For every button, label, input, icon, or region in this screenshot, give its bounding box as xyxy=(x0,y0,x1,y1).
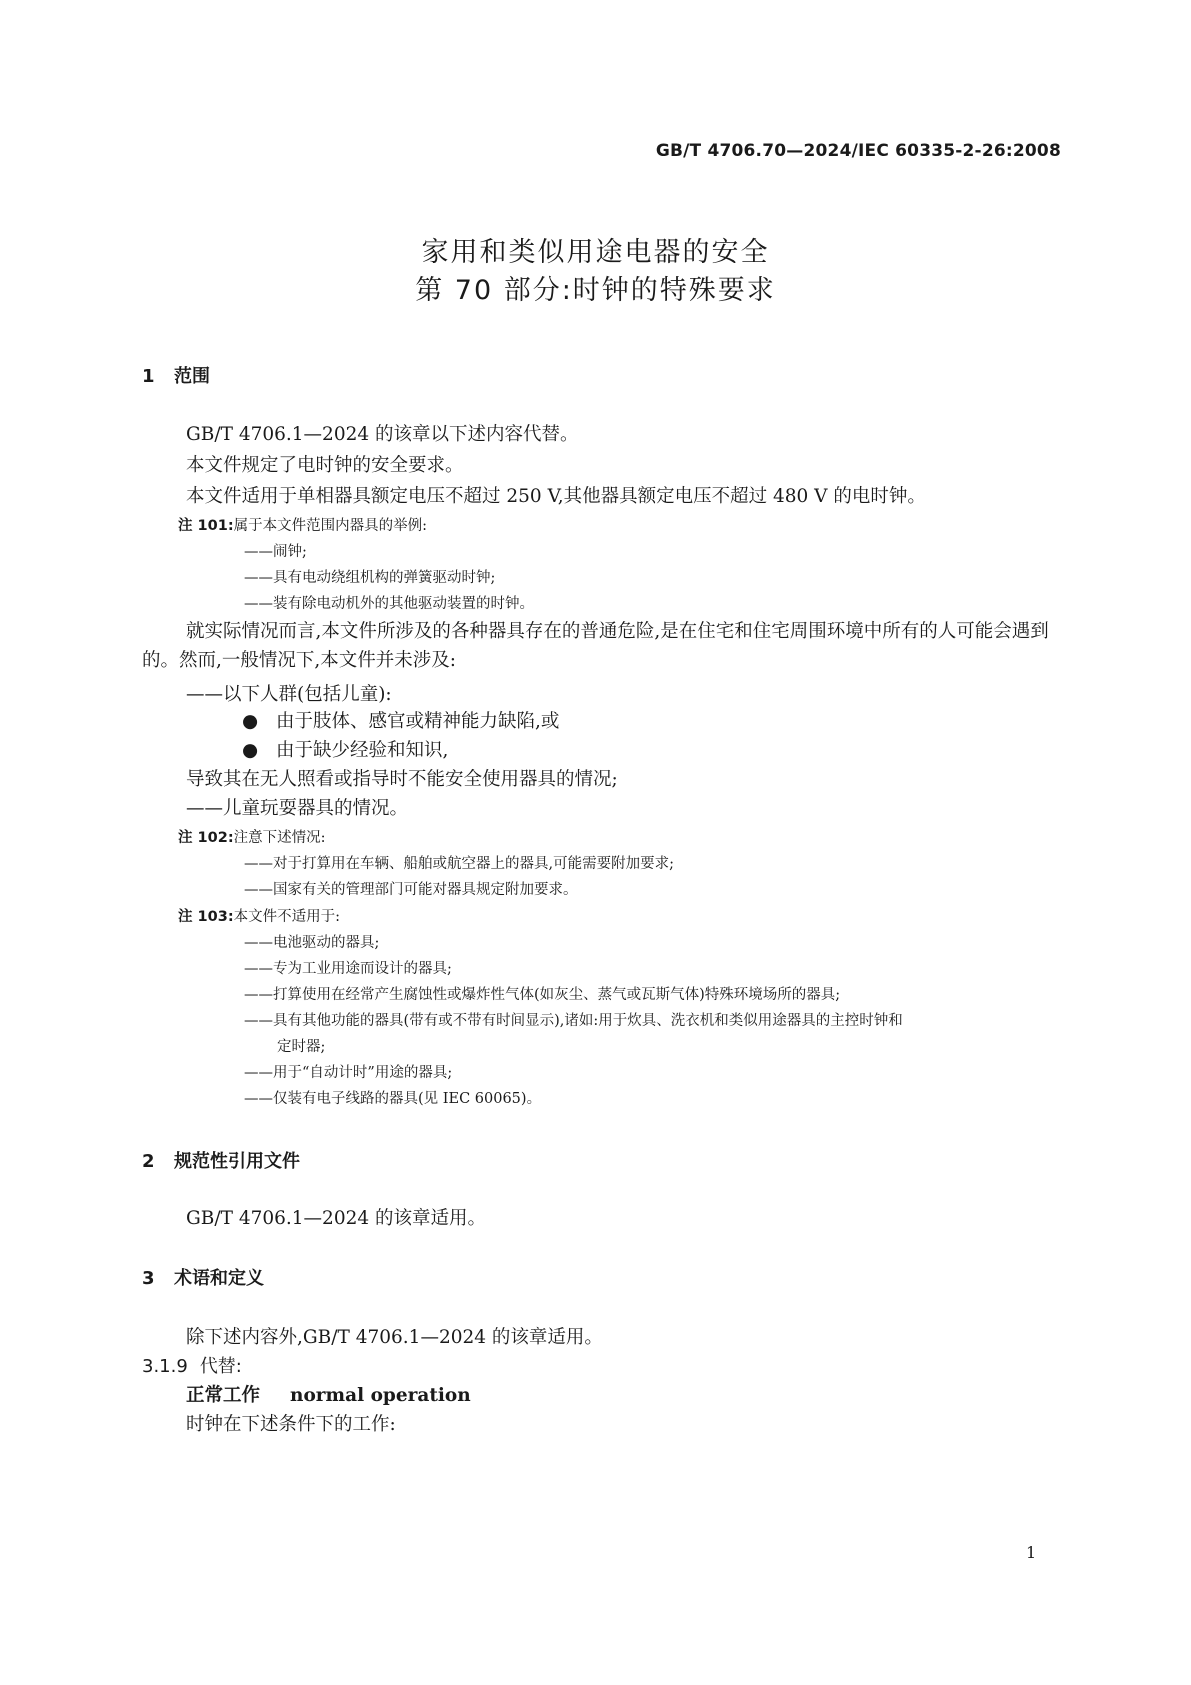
clause-text: 代替: xyxy=(199,1356,242,1377)
note-text: 本文件不适用于: xyxy=(233,909,341,925)
note-list-item: ——对于打算用在车辆、船舶或航空器上的器具,可能需要附加要求; xyxy=(244,856,674,872)
note-text: 注意下述情况: xyxy=(233,830,326,846)
paragraph: 导致其在无人照看或指导时不能安全使用器具的情况; xyxy=(186,769,618,790)
bullet-text: 由于肢体、感官或精神能力缺陷,或 xyxy=(276,711,560,732)
section-number: 3 xyxy=(142,1268,155,1289)
clause-number: 3.1.9 xyxy=(142,1356,188,1377)
clause-3-1-9 xyxy=(142,1352,242,1378)
document-title-line2: 第 70 部分:时钟的特殊要求 xyxy=(415,275,776,306)
section-3-heading xyxy=(142,1264,264,1290)
term-chinese: 正常工作 xyxy=(186,1385,261,1406)
section-number: 1 xyxy=(142,366,155,387)
note-list-item: ——国家有关的管理部门可能对器具规定附加要求。 xyxy=(244,882,578,898)
paragraph: GB/T 4706.1—2024 的该章适用。 xyxy=(186,1208,487,1229)
note-text: 属于本文件范围内器具的举例: xyxy=(233,518,428,534)
bullet-dot-icon: ● xyxy=(242,711,259,732)
note-label: 注 103: xyxy=(178,909,234,925)
term-definition xyxy=(186,1381,471,1407)
note-103 xyxy=(178,905,340,926)
note-list-item: ——专为工业用途而设计的器具; xyxy=(244,961,452,977)
standard-number-header: GB/T 4706.70—2024/IEC 60335-2-26:2008 xyxy=(655,141,1061,161)
note-list-item: ——打算使用在经常产生腐蚀性或爆炸性气体(如灰尘、蒸气或瓦斯气体)特殊环境场所的器具; xyxy=(244,987,841,1003)
section-title: 术语和定义 xyxy=(174,1268,264,1289)
term-english: normal operation xyxy=(290,1385,471,1406)
note-list-item: ——具有其他功能的器具(带有或不带有时间显示),诸如:用于炊具、洗衣机和类似用途器具的主控时钟和 xyxy=(244,1013,903,1029)
note-label: 注 101: xyxy=(178,518,234,534)
dash-list-item: ——以下人群(包括儿童): xyxy=(186,684,392,705)
note-102 xyxy=(178,826,326,847)
paragraph: 除下述内容外,GB/T 4706.1—2024 的该章适用。 xyxy=(186,1327,603,1348)
note-list-item: ——装有除电动机外的其他驱动装置的时钟。 xyxy=(244,596,534,612)
bullet-item xyxy=(242,707,559,733)
note-label: 注 102: xyxy=(178,830,234,846)
section-title: 范围 xyxy=(174,366,210,387)
dash-list-item: ——儿童玩耍器具的情况。 xyxy=(186,798,409,819)
note-list-item: ——闹钟; xyxy=(244,544,307,560)
note-101 xyxy=(178,514,427,535)
paragraph: 时钟在下述条件下的工作: xyxy=(186,1414,396,1435)
note-list-item: ——仅装有电子线路的器具(见 IEC 60065)。 xyxy=(244,1091,542,1107)
bullet-text: 由于缺少经验和知识, xyxy=(276,740,449,761)
paragraph: 就实际情况而言,本文件所涉及的各种器具存在的普通危险,是在住宅和住宅周围环境中所有的人可能会遇到的。然而,一般情况下,本文件并未涉及: xyxy=(142,621,1049,671)
note-list-item-continuation: 定时器; xyxy=(277,1039,326,1055)
section-1-heading xyxy=(142,362,210,388)
paragraph: 本文件适用于单相器具额定电压不超过 250 V,其他器具额定电压不超过 480 V 的电时钟。 xyxy=(186,486,926,507)
note-list-item: ——电池驱动的器具; xyxy=(244,935,380,951)
section-2-heading xyxy=(142,1147,300,1173)
bullet-dot-icon: ● xyxy=(242,740,259,761)
paragraph: 本文件规定了电时钟的安全要求。 xyxy=(186,455,464,476)
note-list-item: ——用于“自动计时”用途的器具; xyxy=(244,1065,453,1081)
section-number: 2 xyxy=(142,1151,155,1172)
paragraph: GB/T 4706.1—2024 的该章以下述内容代替。 xyxy=(186,424,579,445)
page-number: 1 xyxy=(1026,1543,1037,1562)
note-list-item: ——具有电动绕组机构的弹簧驱动时钟; xyxy=(244,570,496,586)
section-title: 规范性引用文件 xyxy=(174,1151,300,1172)
document-title-line1: 家用和类似用途电器的安全 xyxy=(421,237,770,268)
bullet-item xyxy=(242,736,448,762)
